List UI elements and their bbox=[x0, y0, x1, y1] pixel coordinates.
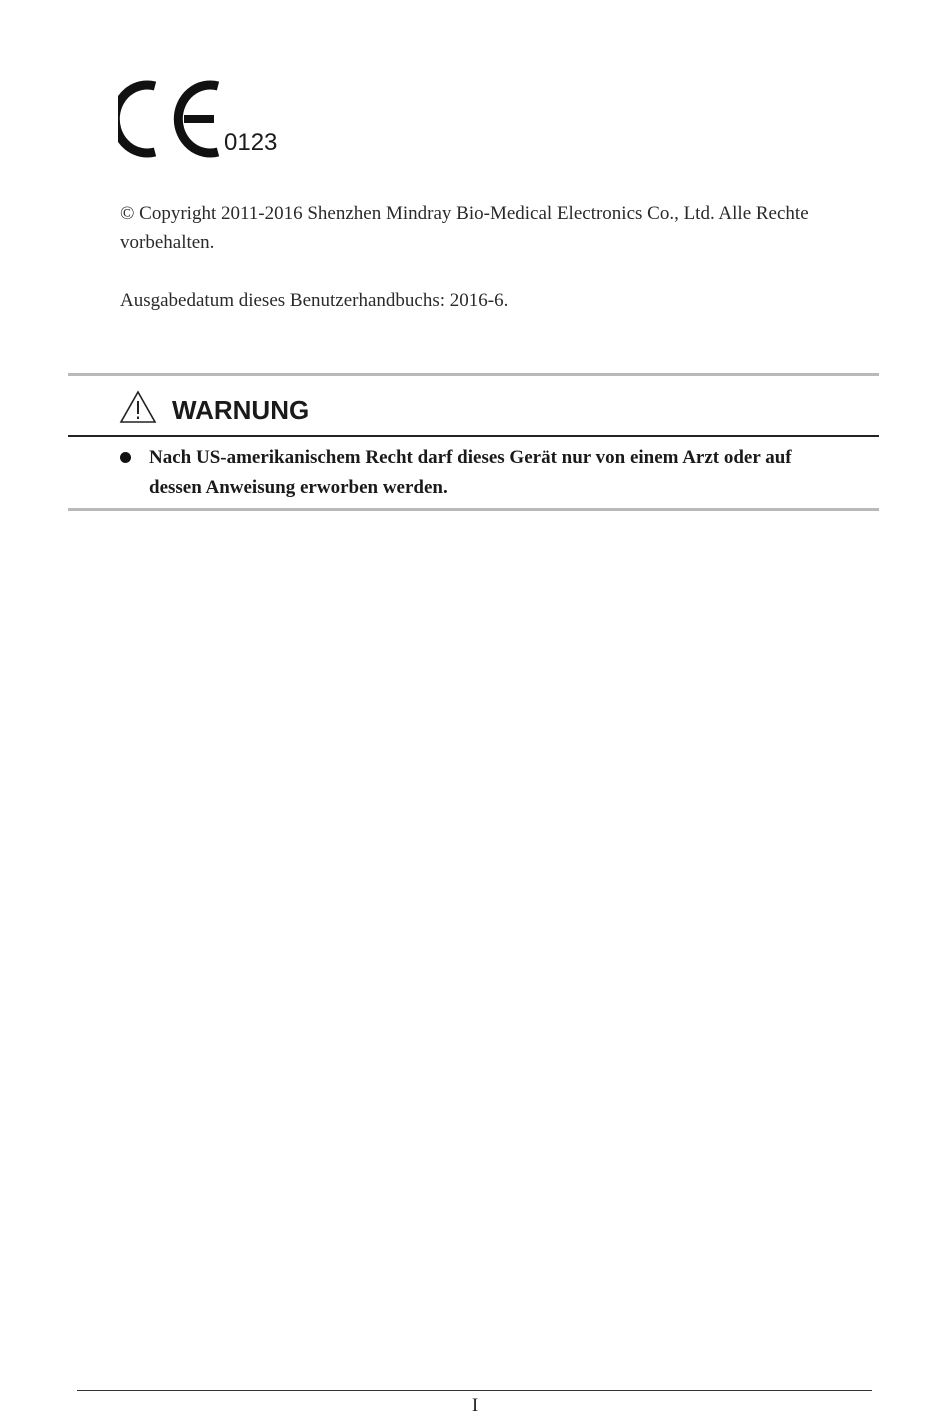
copyright-notice: © Copyright 2011-2016 Shenzhen Mindray Bio-Medical Electronics Co., Ltd. Alle Rechte vorbehalten. bbox=[120, 203, 809, 253]
warning-bottom-rule bbox=[68, 508, 879, 511]
bullet-icon bbox=[120, 452, 131, 463]
footer-rule bbox=[77, 1390, 872, 1391]
warning-item: Nach US-amerikanischem Recht darf dieses Gerät nur von einem Arzt oder auf dessen Anweisung erworben werden. bbox=[149, 447, 792, 498]
warning-box bbox=[68, 373, 879, 513]
issue-date: Ausgabedatum dieses Benutzerhandbuchs: 2016-6. bbox=[120, 290, 509, 311]
page-number: I bbox=[471, 1395, 479, 1416]
warning-top-rule bbox=[68, 373, 879, 376]
ce-notified-body-number: 0123 bbox=[224, 129, 278, 156]
warning-triangle-icon bbox=[119, 390, 157, 424]
warning-title: WARNUNG bbox=[172, 395, 310, 425]
warning-header-rule bbox=[68, 435, 879, 437]
